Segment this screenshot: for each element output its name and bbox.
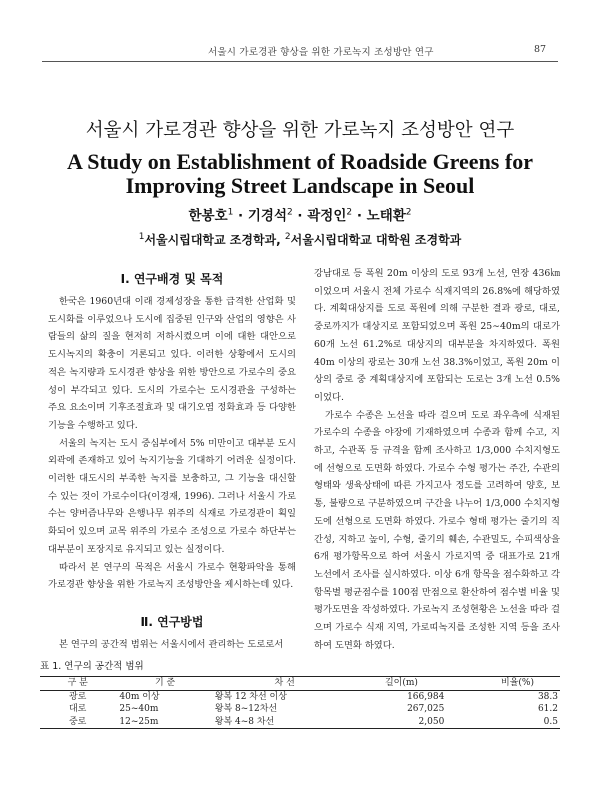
header-chaseon: 차 선: [274, 678, 295, 688]
cell-ratio: 0.5: [543, 716, 558, 727]
title-english: A Study on Establishment of Roadside Greens for Improving Street Landscape in Seoul: [67, 149, 533, 198]
header-rule: [42, 61, 558, 62]
table-row: [40, 690, 560, 703]
author-separator: ·: [352, 208, 367, 224]
table-row: [40, 716, 560, 729]
cell-gubun: 중로: [68, 716, 87, 727]
author-affil-mark: 2: [287, 207, 293, 218]
author-name: 곽정인: [307, 208, 347, 224]
affiliation-text: 서울시립대학교 조경학과,: [144, 233, 285, 247]
cell-ratio: 38.3: [537, 691, 558, 702]
cell-ratio: 61.2: [537, 704, 558, 714]
body-paragraph: 본 연구의 공간적 범위는 서울시에서 관리하는 도로로서: [59, 638, 284, 650]
affiliation-text: 서울시립대학교 대학원 조경학과: [290, 233, 462, 247]
page-number: 87: [534, 44, 547, 55]
section-heading-methods: Ⅱ. 연구방법: [140, 614, 204, 629]
header-gijun: 기 준: [154, 678, 176, 688]
running-head-title: 서울시 가로경관 향상을 위한 가로녹지 조성방안 연구: [208, 47, 434, 58]
cell-gijun: 40m 이상: [119, 691, 160, 702]
author-name: 한봉호: [188, 208, 228, 224]
left-column: [48, 265, 296, 654]
author-name: 기경석: [247, 208, 287, 224]
right-column: [314, 265, 560, 654]
cell-chaseon: 왕복 12 차선 이상: [214, 691, 287, 702]
cell-gijun: 12~25m: [119, 716, 159, 727]
author-separator: ·: [292, 208, 308, 224]
cell-gubun: 대로: [68, 704, 87, 714]
header-gubun: 구 분: [67, 678, 88, 688]
title-korean: 서울시 가로경관 향상을 위한 가로녹지 조성방안 연구: [85, 120, 515, 141]
cell-gubun: 광로: [68, 691, 87, 702]
table-header-row: [40, 677, 560, 691]
cell-gijun: 25~40m: [119, 704, 159, 714]
header-ratio: 비율(%): [501, 678, 534, 688]
author-separator: ·: [233, 208, 248, 224]
table-row: [40, 703, 560, 716]
affiliations: [0, 231, 600, 248]
cell-chaseon: 왕복 8~12차선: [214, 704, 278, 714]
affiliation-mark: 1: [138, 232, 145, 242]
author-affil-mark: 2: [405, 207, 412, 218]
cell-length: 166,984: [407, 691, 445, 702]
header-length: 길이(m): [384, 678, 418, 688]
cell-chaseon: 왕복 4~8 차선: [214, 716, 275, 727]
affiliation-mark: 2: [284, 232, 291, 242]
running-head: [0, 44, 600, 60]
author-affil-mark: 1: [227, 207, 234, 218]
body-paragraph: 강남대로 등 폭원 20m 이상의 도로 93개 노선, 연장 436㎞이었으며 서울시 전체 가로수 식재지역의 26.8%에 해당하였다. 계획대상지를 도로 폭원에 의해 구분한 결과 광로, 대로, 중로까지가 대상지로 포함되었으며 폭원 25∼40m의 대로가 60개 노선 61.2%로 대상지의 대부분을 차지하였다. 폭원 40m 이상의 광로는 30개 노선 38.3%이었고, 폭원 20m 이상의 중로 중 계획대상지에 포함되는 도로는 3개 노선 0.5%이었다.: [314, 268, 560, 403]
body-paragraph: 서울의 녹지는 도시 중심부에서 5% 미만이고 대부분 도시외곽에 존재하고 있어 녹지기능을 기대하기 어려운 실정이다. 이러한 대도시의 부족한 녹지를 보충하고, 그 기능을 대신할 수 있는 것이 가로수이다(이경재, 1996). 그러나 서울시 가로수는 양버즘나무와 은행나무 위주의 식재로 가로경관이 획일화되어 있으며 교목 위주의 가로수 조성으로 가로수 하단부는 대부분이 포장지로 유지되고 있는 실정이다.: [48, 437, 296, 555]
author-name: 노태환: [366, 208, 406, 224]
cell-length: 267,025: [407, 704, 445, 714]
section-heading-background: Ⅰ. 연구배경 및 목적: [120, 272, 224, 286]
table-caption: 표 1. 연구의 공간적 범위: [40, 661, 144, 672]
body-paragraph: 따라서 본 연구의 목적은 서울시 가로수 현황파악을 통해 가로경관 향상을 위한 가로녹지 조성방안을 제시하는데 있다.: [48, 561, 296, 591]
body-paragraph: 한국은 1960년대 이래 경제성장을 통한 급격한 산업화 및 도시화를 이루었으나 도시에 집중된 인구와 산업의 영향은 사람들의 삶의 질을 현저히 저하시켰으며 이에 대한 대안으로 도시녹지의 확충이 거론되고 있다. 이러한 상황에서 도시의 적은 녹지량과 도시경관 향상을 위한 방안으로 가로수의 중요성이 부각되고 있다. 도시의 가로수는 도시경관을 구성하는 주요 요소이며 기후조절효과 및 대기오염 정화효과 등 다양한 기능을 수행하고 있다.: [48, 296, 296, 431]
body-paragraph: 가로수 수종은 노선을 따라 걸으며 도로 좌우측에 식재된 가로수의 수종을 야장에 기재하였으며 수종과 함께 수고, 지하고, 수관폭 등 규격을 함께 조사하고 1/3,000 수치지형도에 선형으로 도면화 하였다. 가로수 수형 평가는 주간, 수관의 형태와 생육상태에 따른 가지고사 정도를 고려하여 양호, 보통, 불량으로 구분하였으며 구간을 나누어 1/3,000 수치지형도에 선형으로 도면화 하였다. 가로수 형태 평가는 줄기의 직간성, 지하고 높이, 수형, 줄기의 훼손, 수관밀도, 수피색상을 6개 평가항목으로 하여 서울시 가로지역 중 대표가로 21개 노선에서 조사를 실시하였다. 이상 6개 항목을 점수화하고 각 항목별 평균점수를 100점 만점으로 환산하여 점수별 비율 및 평가도면을 작성하였다. 가로녹지 조성현황은 노선을 따라 걸으며 가로수 식재 지역, 가로띠녹지를 조성한 지역 등을 조사하여 도면화 하였다.: [314, 409, 560, 651]
author-affil-mark: 2: [346, 207, 353, 218]
author-list: [0, 204, 600, 224]
spatial-scope-table: [40, 676, 560, 729]
cell-length: 2,050: [418, 716, 445, 727]
